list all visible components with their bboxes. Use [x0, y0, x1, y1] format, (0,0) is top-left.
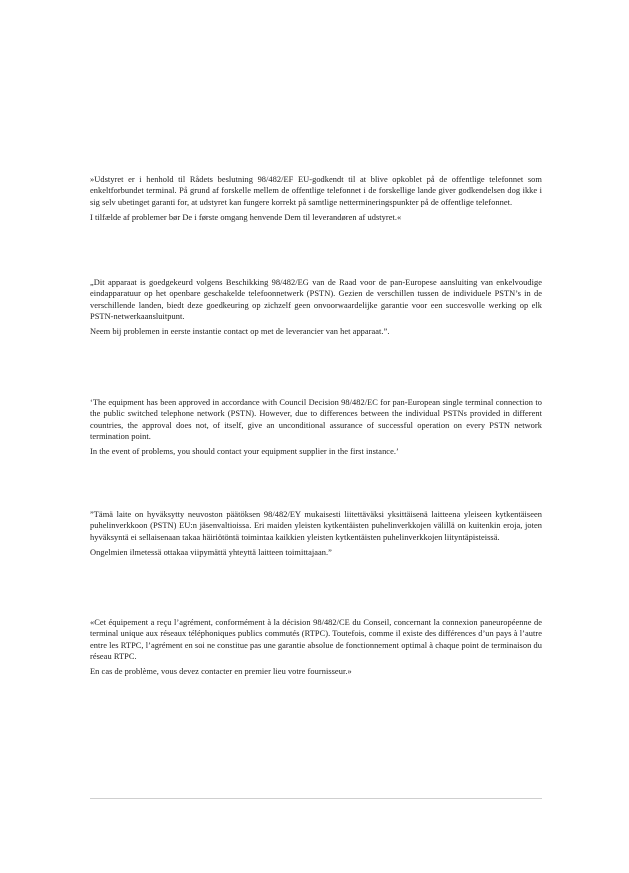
notice-danish [90, 174, 542, 223]
notice-english-paragraph-2: In the event of problems, you should contact your equipment supplier in the first instance.’ [90, 447, 399, 457]
notice-dutch [90, 277, 542, 338]
notice-danish-paragraph-2: I tilfælde af problemer bør De i første omgang henvende Dem til leverandøren af udstyret.« [90, 212, 402, 222]
notice-french [90, 617, 542, 678]
notice-french-paragraph-1: «Cet équipement a reçu l’agrément, conformément à la décision 98/482/CE du Conseil, concernant la connexion paneuropéenne de terminal unique aux réseaux téléphoniques publics commutés (RTPC). Toutefois, comme il existe des différences d’un pays à l’autre entre les RTPC, l’agrément en soi ne constitue pas une garantie absolue de fonctionnement optimal à chaque point de terminaison du réseau RTPC. [90, 618, 542, 662]
notice-dutch-paragraph-2: Neem bij problemen in eerste instantie contact op met de leverancier van het apparaat.”. [90, 327, 390, 337]
notice-english-paragraph-1: ‘The equipment has been approved in accordance with Council Decision 98/482/EC for pan-European single terminal connection to the public switched telephone network (PSTN). However, due to differences between the individual PSTNs provided in different countries, the approval does not, of itself, give an unconditional assurance of successful operation on every PSTN network termination point. [90, 398, 542, 442]
notice-finnish-paragraph-2: Ongelmien ilmetessä ottakaa viipymättä yhteyttä laitteen toimittajaan.” [90, 547, 332, 557]
notice-dutch-paragraph-1: „Dit apparaat is goedgekeurd volgens Beschikking 98/482/EG van de Raad voor de pan-Europese aansluiting van enkelvoudige eindapparatuur op het openbare geschakelde telefoonnetwerk (PSTN). Gezien de verschillen tussen de individuele PSTN’s in de verschillende landen, biedt deze goedkeuring op zichzelf geen onvoorwaardelijke garantie voor een succesvolle werking op elk PSTN-netwerkaansluitpunt. [90, 278, 542, 322]
notice-english [90, 397, 542, 458]
footer-divider [90, 798, 542, 799]
notice-danish-paragraph-1: »Udstyret er i henhold til Rådets beslutning 98/482/EF EU-godkendt til at blive opkoblet på de offentlige telefonnet som enkeltforbundet terminal. På grund af forskelle mellem de offentlige telefonnet i de forskellige lande giver godkendelsen dog ikke i sig selv ubetinget garanti for, at udstyret kan fungere korrekt på samtlige nettermineringspunkter på de offentlige telefonnet. [90, 175, 542, 207]
notice-finnish [90, 509, 542, 558]
notice-finnish-paragraph-1: ”Tämä laite on hyväksytty neuvoston päätöksen 98/482/EY mukaisesti liitettäväksi yksittäisenä laitteena yleiseen kytkentäiseen puhelinverkkoon (PSTN) EU:n jäsenvaltioissa. Eri maiden yleisten kytkentäisten puhelinverkkojen välillä on kuitenkin eroja, joten hyväksyntä ei sellaisenaan takaa häiriötöntä toimintaa kaikkien yleisten kytkentäisten puhelinverkkojen liityntäpisteissä. [90, 510, 542, 542]
notice-french-paragraph-2: En cas de problème, vous devez contacter en premier lieu votre fournisseur.» [90, 667, 352, 677]
